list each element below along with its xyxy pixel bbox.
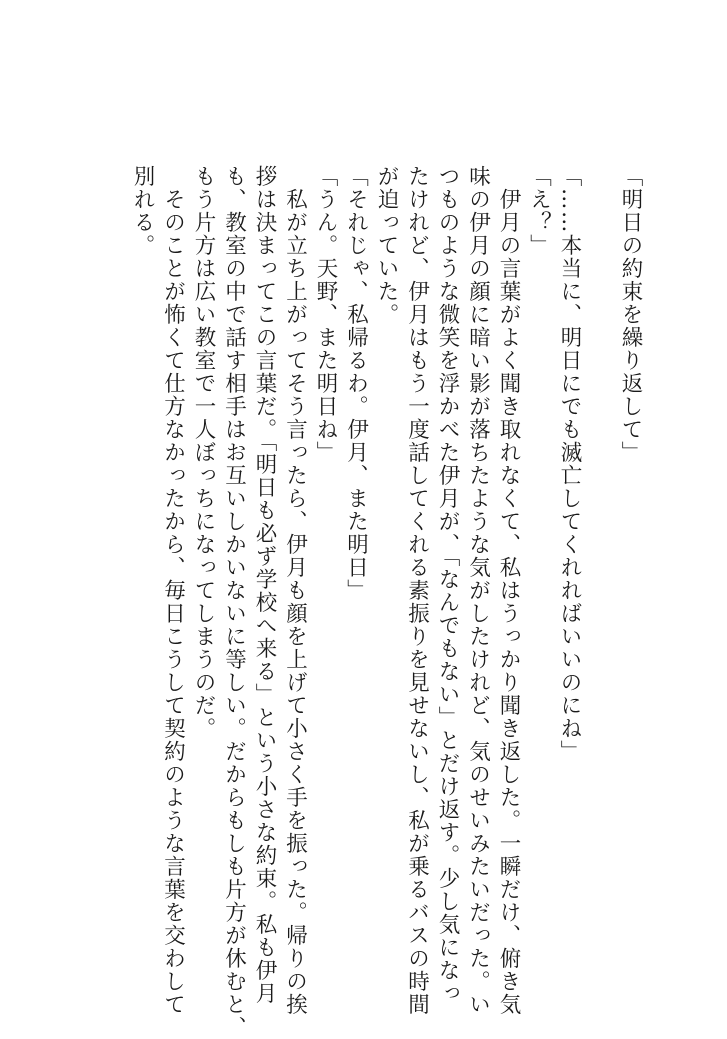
dialogue-line: 「それじゃ、私帰るわ。伊月、また明日」 (343, 165, 369, 602)
paragraph-line: もう片方は広い教室で一人ぼっちになってしまうのだ。 (191, 165, 216, 740)
dialogue-line: 「……本当に、明日にでも滅亡してくれればいいのにね」 (557, 165, 582, 763)
paragraph-line: たけれど、伊月はもう一度話してくれる素振りを見せないし、私が乗るバスの時間 (404, 165, 430, 1016)
paragraph-line: 別れる。 (130, 165, 155, 257)
blank-line (584, 165, 615, 895)
story-title: 「明日の約束を繰り返して」 (618, 165, 643, 464)
paragraph-line: 拶は決まってこの言葉だ。「明日も必ず学校へ来る」という小さな約束。私も伊月 (252, 165, 277, 1006)
paragraph-line: つものような微笑を浮かべた伊月が、「なんでもない」とだけ返す。少し気になっ (435, 165, 460, 1006)
paragraph-line: そのことが怖くて仕方なかったから、毎日こうして契約のような言葉を交わして (160, 165, 186, 1016)
dialogue-line: 「うん。天野、また明日ね」 (313, 165, 338, 464)
dialogue-line: 「え？」 (526, 165, 552, 257)
novel-text-block (127, 165, 646, 1039)
paragraph-line: 味の伊月の顔に暗い影が落ちたような気がしたけれど、気のせいみたいだった。い (465, 165, 491, 1016)
paragraph-line: も、教室の中で話す相手はお互いしかいないに等しい。だからもしも片方が休むと、 (221, 165, 247, 1039)
paragraph-line: が迫っていた。 (374, 165, 399, 326)
paragraph-line: 伊月の言葉がよく聞き取れなくて、私はうっかり聞き返した。一瞬だけ、俯き気 (496, 165, 521, 1016)
paragraph-line: 私が立ち上がってそう言ったら、伊月も顔を上げて小さく手を振った。帰りの挨 (282, 165, 308, 1016)
